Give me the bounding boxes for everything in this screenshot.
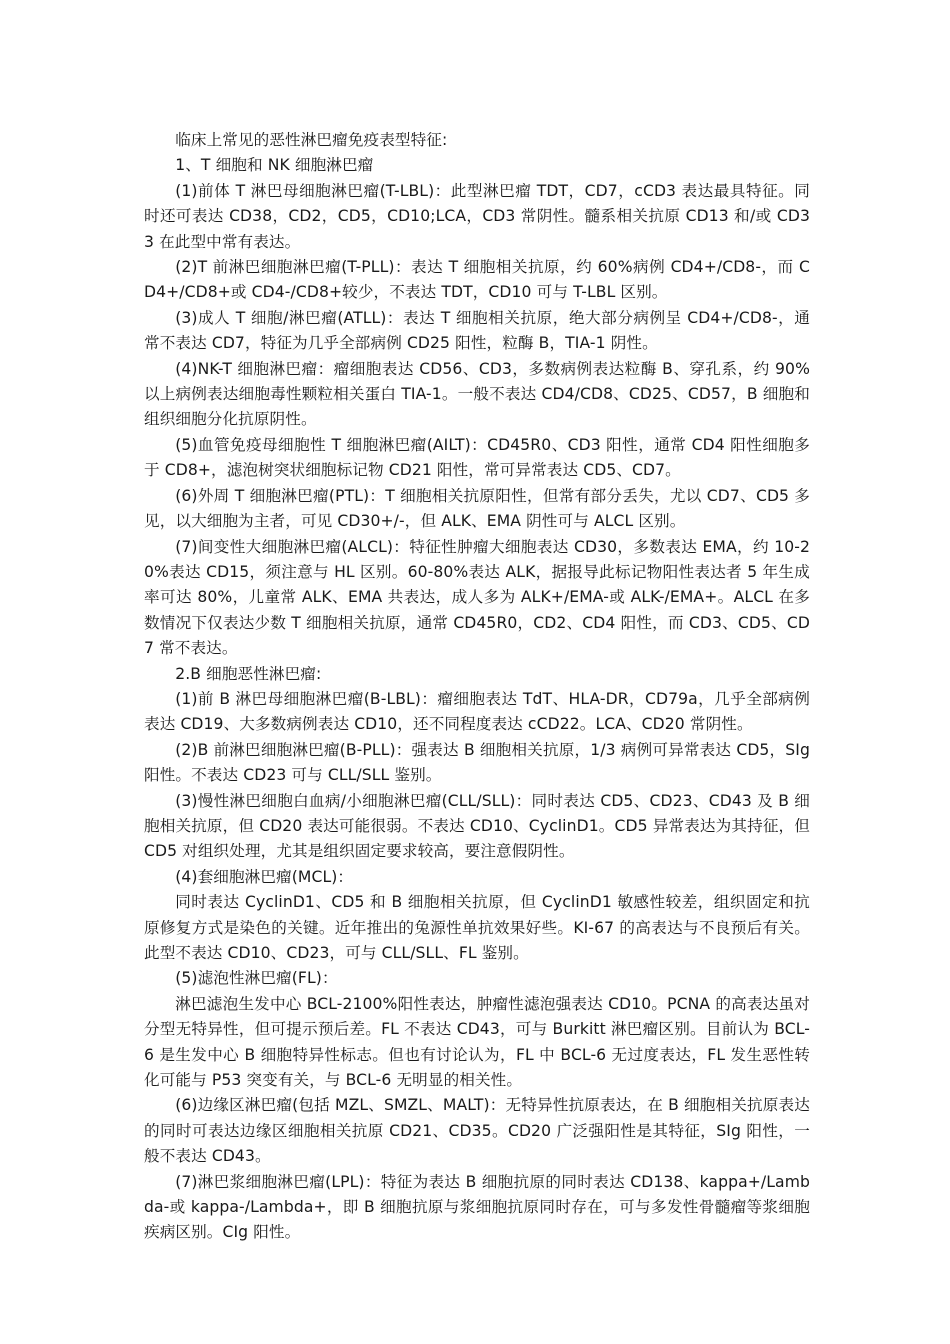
paragraph-b-pll: (2)B 前淋巴细胞淋巴瘤(B-PLL)：强表达 B 细胞相关抗原，1/3 病例可异常表达 CD5，SIg 阳性。不表达 CD23 可与 CLL/SLL 鉴别。 (144, 740, 810, 785)
paragraph-ptl: (6)外周 T 细胞淋巴瘤(PTL)：T 细胞相关抗原阳性，但常有部分丢失，尤以 CD7、CD5 多见，以大细胞为主者，可见 CD30+/-，但 ALK、EMA 阴性可与 ALCL 区别。 (144, 486, 810, 531)
subheading-mcl: (4)套细胞淋巴瘤(MCL)： (175, 867, 354, 886)
doc-heading: 临床上常见的恶性淋巴瘤免疫表型特征: (175, 131, 448, 149)
paragraph-lpl: (7)淋巴浆细胞淋巴瘤(LPL)：特征为表达 B 细胞抗原的同时表达 CD138、kappa+/Lambda-或 kappa-/Lambda+，即 B 细胞抗原与浆细胞抗原同时存在，可与多发性骨髓瘤等浆细胞疾病区别。CIg 阳性。 (144, 1172, 810, 1242)
paragraph-nk-t: (4)NK-T 细胞淋巴瘤：瘤细胞表达 CD56、CD3，多数病例表达粒酶 B、穿孔系，约 90% 以上病例表达细胞毒性颗粒相关蛋白 TIA-1。一般不表达 CD4/CD8、CD25、CD57，B 细胞和组织细胞分化抗原阴性。 (144, 359, 810, 429)
paragraph-fl: 淋巴滤泡生发中心 BCL-2100%阳性表达，肿瘤性滤泡强表达 CD10。PCNA 的高表达虽对分型无特异性，但可提示预后差。FL 不表达 CD43，可与 Burkitt 淋巴瘤区别。目前认为 BCL-6 是生发中心 B 细胞特异性标志。但也有讨论认为，FL 中 BCL-6 无过度表达，FL 发生恶性转化可能与 P53 突变有关，与 BCL-6 无明显的相关性。 (144, 994, 810, 1090)
paragraph-atll: (3)成人 T 细胞/淋巴瘤(ATLL)：表达 T 细胞相关抗原，绝大部分病例呈 CD4+/CD8-，通常不表达 CD7，特征为几乎全部病例 CD25 阳性，粒酶 B，TIA-1 阴性。 (144, 308, 810, 353)
section-heading-b: 2.B 细胞恶性淋巴瘤: (175, 664, 322, 683)
paragraph-alcl: (7)间变性大细胞淋巴瘤(ALCL)：特征性肿瘤大细胞表达 CD30，多数表达 EMA，约 10-20%表达 CD15，须注意与 HL 区别。60-80%表达 ALK，据报导此标记物阳性表达者 5 年生成率可达 80%，儿童常 ALK、EMA 共表达，成人多为 ALK+/EMA-或 ALK-/EMA+。ALCL 在多数情况下仅表达少数 T 细胞相关抗原，通常 CD45R0，CD2、CD4 阳性，而 CD3、CD5、CD7 常不表达。 (144, 537, 810, 658)
paragraph-t-pll: (2)T 前淋巴细胞淋巴瘤(T-PLL)：表达 T 细胞相关抗原，约 60%病例 CD4+/CD8-，而 CD4+/CD8+或 CD4-/CD8+较少，不表达 TDT，CD10 可与 T-LBL 区别。 (144, 258, 810, 302)
subheading-fl: (5)滤泡性淋巴瘤(FL)： (175, 969, 338, 988)
paragraph-b-lbl: (1)前 B 淋巴母细胞淋巴瘤(B-LBL)：瘤细胞表达 TdT、HLA-DR，CD79a，几乎全部病例表达 CD19、大多数病例表达 CD10，还不同程度表达 cCD22。LCA、CD20 常阴性。 (144, 689, 810, 734)
paragraph-cll-sll: (3)慢性淋巴细胞白血病/小细胞淋巴瘤(CLL/SLL)：同时表达 CD5、CD23、CD43 及 B 细胞相关抗原，但 CD20 表达可能很弱。不表达 CD10、CyclinD1。CD5 异常表达为其持征，但 CD5 对组织处理，尤其是组织固定要求较高，要注意假阴性。 (144, 791, 810, 861)
paragraph-t-lbl: (1)前体 T 淋巴母细胞淋巴瘤(T-LBL)：此型淋巴瘤 TDT，CD7，cCD3 表达最具特征。同时还可表达 CD38，CD2，CD5，CD10;LCA，CD3 常阴性。髓系相关抗原 CD13 和/或 CD33 在此型中常有表达。 (144, 181, 810, 251)
paragraph-mcl: 同时表达 CyclinD1、CD5 和 B 细胞相关抗原，但 CyclinD1 敏感性较差，组织固定和抗原修复方式是染色的关键。近年推出的兔源性单抗效果好些。KI-67 的高表达与不良预后有关。此型不表达 CD10、CD23，可与 CLL/SLL、FL 鉴别。 (144, 893, 810, 962)
paragraph-mzl: (6)边缘区淋巴瘤(包括 MZL、SMZL、MALT)：无特异性抗原表达，在 B 细胞相关抗原表达的同时可表达边缘区细胞相关抗原 CD21、CD35。CD20 广泛强阳性是其特征，SIg 阳性，一般不表达 CD43。 (144, 1096, 810, 1166)
paragraph-ailt: (5)血管免疫母细胞性 T 细胞淋巴瘤(AILT)：CD45R0、CD3 阳性，通常 CD4 阳性细胞多于 CD8+，滤泡树突状细胞标记物 CD21 阳性，常可异常表达 CD5、CD7。 (144, 435, 810, 480)
section-heading-t-nk: 1、T 细胞和 NK 细胞淋巴瘤 (175, 156, 374, 175)
